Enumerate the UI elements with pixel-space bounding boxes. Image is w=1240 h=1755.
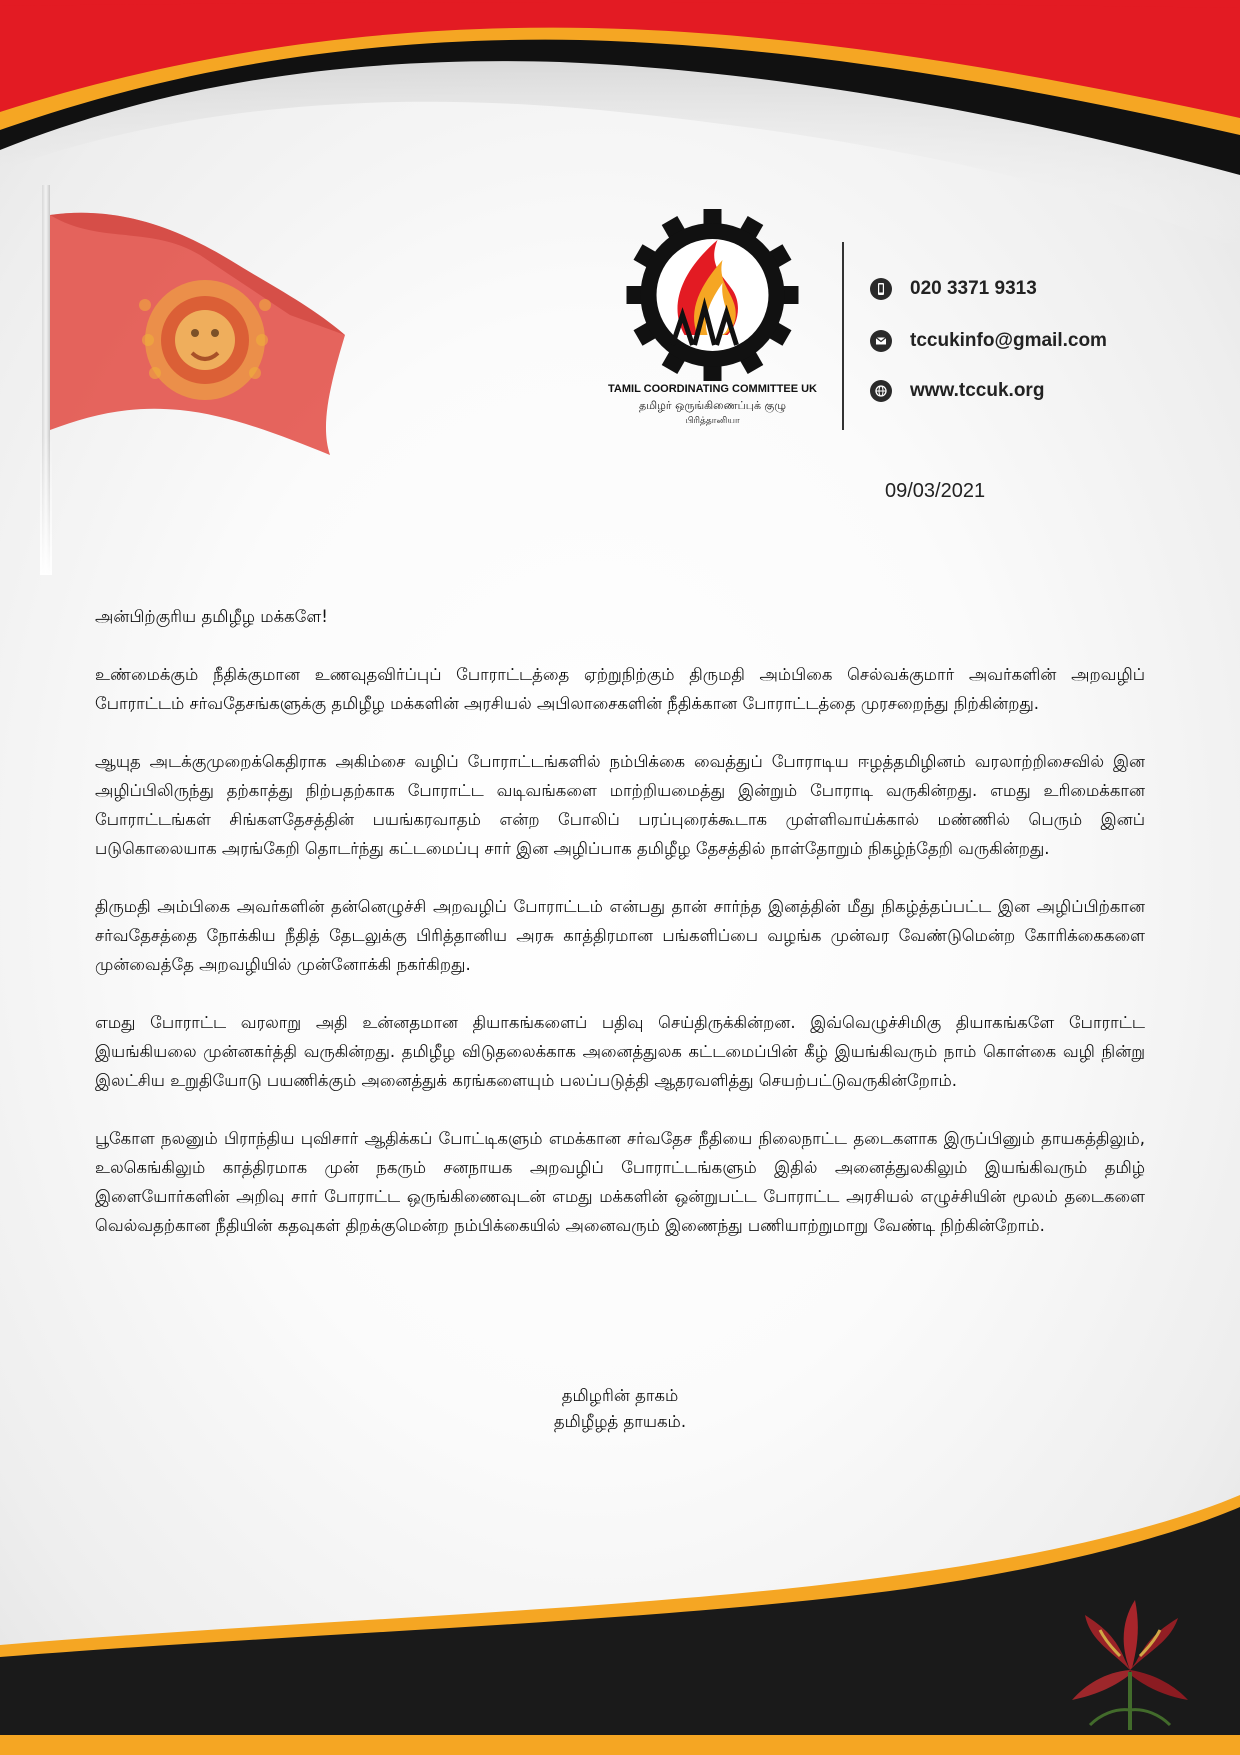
- website-link[interactable]: www.tccuk.org: [910, 380, 1045, 401]
- email-address[interactable]: tccukinfo@gmail.com: [910, 330, 1107, 351]
- signoff-line-2: தமிழீழத் தாயகம்.: [553, 1412, 687, 1431]
- letter-paragraph: ஆயுத அடக்குமுறைக்கெதிராக அகிம்சை வழிப் போராட்டங்களில் நம்பிக்கை வைத்துப் போராடிய ஈழத்தமிழினம் வரலாற்றிசைவில் இன அழிப்பிலிருந்து தற்காத்து நிற்பதற்காக போராட்ட வடிவங்களை மாற்றியமைத்து இன்றும் போராடி வருகின்றது. எமது உரிமைக்கான போராட்டங்கள் சிங்களதேசத்தின் பயங்கரவாதம் என்ற போலிப் பரப்புரைக்கூடாக முள்ளிவாய்க்கால் மண்ணில் பெரும் இனப் படுகொலையாக அரங்கேறி தொடர்ந்து கட்டமைப்பு சார் இன அழிப்பாக தமிழீழ தேசத்தில் நாள்தோறும் நிகழ்ந்தேறி வருகின்றது.: [95, 752, 1145, 858]
- letter-paragraph: உண்மைக்கும் நீதிக்குமான உணவுதவிர்ப்புப் போராட்டத்தை ஏற்றுநிற்கும் திருமதி அம்பிகை செல்வக்குமார் அவர்களின் அறவழிப் போராட்டம் சர்வதேசங்களுக்கு தமிழீழ மக்களின் அரசியல் அபிலாசைகளின் நீதிக்கான போராட்டத்தை முரசறைந்து நிற்கின்றது.: [95, 665, 1145, 713]
- letter-paragraph: எமது போராட்ட வரலாறு அதி உன்னதமான தியாகங்களைப் பதிவு செய்திருக்கின்றன. இவ்வெழுச்சிமிகு தியாகங்களே போராட்ட இயங்கியலை முன்னகர்த்தி வருகின்றது. தமிழீழ விடுதலைக்காக அனைத்துலக கட்டமைப்பின் கீழ் இயங்கிவரும் நாம் கொள்கை வழி நின்று இலட்சிய உறுதியோடு பயணிக்கும் அனைத்துக் கரங்களையும் பலப்படுத்தி ஆதரவளித்து செயற்பட்டுவருகின்றோம்.: [95, 1013, 1145, 1090]
- glory-lily-flower: [1060, 1590, 1200, 1740]
- tiger-flag: [30, 185, 360, 575]
- letter-signoff: [0, 1383, 1240, 1435]
- letter-greeting: அன்பிற்குரிய தமிழீழ மக்களே!: [95, 607, 328, 626]
- org-name-ta: தமிழர் ஒருங்கிணைப்புக் குழு: [639, 399, 786, 412]
- phone-number[interactable]: 020 3371 9313: [910, 278, 1037, 299]
- letter-date: 09/03/2021: [885, 480, 986, 502]
- globe-icon: [870, 380, 892, 402]
- org-region-ta: பிரித்தானியா: [685, 416, 740, 426]
- phone-icon: [870, 278, 892, 300]
- gear-flame-logo: [620, 205, 805, 390]
- contact-email: [870, 330, 1107, 352]
- email-icon: [870, 330, 892, 352]
- contact-web: [870, 380, 1044, 402]
- contact-phone: [870, 278, 1037, 300]
- letter-body: [95, 602, 1145, 1269]
- letter-paragraph: பூகோள நலனும் பிராந்திய புவிசார் ஆதிக்கப் போட்டிகளும் எமக்கான சர்வதேச நீதியை நிலைநாட்ட தடைகளாக இருப்பினும் தாயகத்திலும், உலகெங்கிலும் காத்திரமாக முன் நகரும் சனநாயக அறவழிப் போராட்டங்களும் இதில் அனைத்துலகிலும் இயங்கிவரும் தமிழ் இளையோர்களின் அறிவு சார் போராட்ட ஒருங்கிணைவுடன் எமது மக்களின் ஒன்றுபட்ட போராட்ட அரசியல் எழுச்சியின் மூலம் தடைகளை வெல்வதற்கான நீதியின் கதவுகள் திறக்குமென்ற நம்பிக்கையில் அனைவரும் இணைந்து பணியாற்றுமாறு வேண்டி நிற்கின்றோம்.: [95, 1129, 1145, 1235]
- bottom-swoosh-banner: [0, 1495, 1240, 1755]
- org-name-en: TAMIL COORDINATING COMMITTEE UK: [608, 383, 817, 395]
- signoff-line-1: தமிழரின் தாகம்: [561, 1386, 679, 1405]
- header-divider: [842, 242, 844, 430]
- letter-paragraph: திருமதி அம்பிகை அவர்களின் தன்னெழுச்சி அறவழிப் போராட்டம் என்பது தான் சார்ந்த இனத்தின் மீது நிகழ்த்தப்பட்ட இன அழிப்பிற்கான சர்வதேசத்தை நோக்கிய நீதித் தேடலுக்கு பிரித்தானிய அரசு காத்திரமான பங்களிப்பை வழங்க முன்வர வேண்டுமென்ற கோரிக்கைகளை முன்வைத்தே அறவழியில் முன்னோக்கி நகர்கிறது.: [95, 897, 1145, 974]
